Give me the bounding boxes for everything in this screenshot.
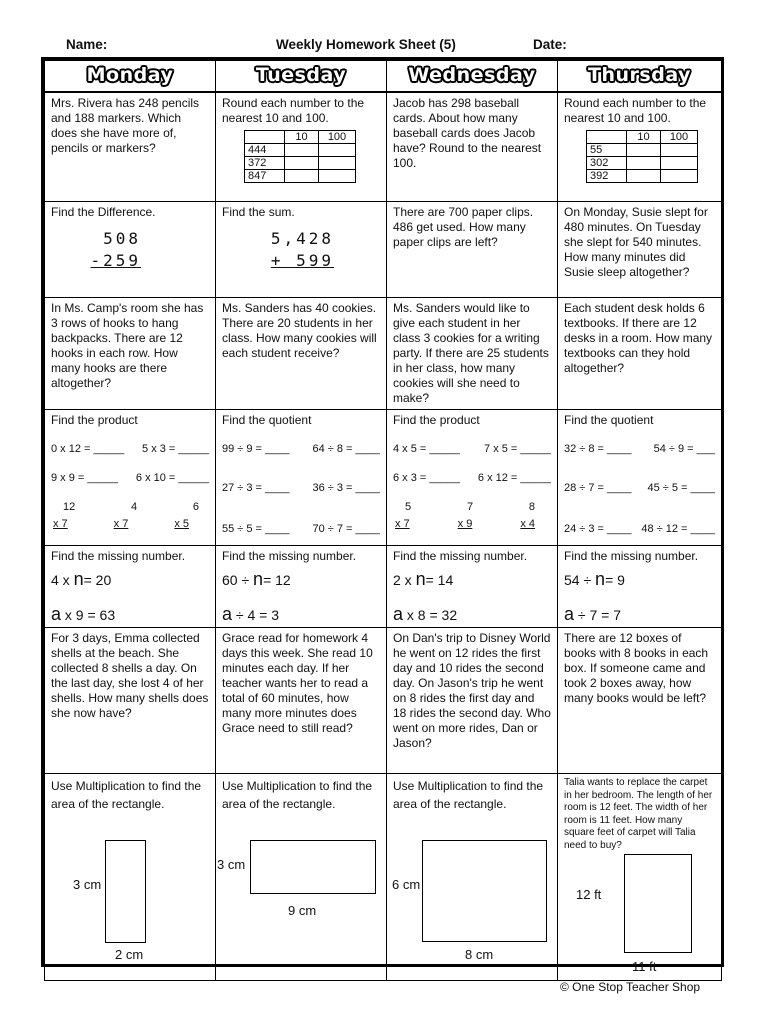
height-label: 3 cm xyxy=(73,877,102,892)
rounding-number: 55 xyxy=(587,143,627,156)
fact-problem: 0 x 12 = _____ xyxy=(51,443,125,455)
cell-mon-3 xyxy=(45,298,216,410)
table-row xyxy=(45,628,722,774)
vertical-top: 12 xyxy=(63,501,76,513)
equation-part: ÷ 4 = 3 xyxy=(232,607,280,623)
fact-problem: 7 x 5 = _____ xyxy=(484,443,551,455)
width-label: 2 cm xyxy=(115,947,144,962)
fact-problem: 9 x 9 = _____ xyxy=(51,472,118,484)
variable: a xyxy=(222,604,233,624)
problem-text: Jacob has 298 baseball cards. About how many baseball cards does Jacob have? Round to the nearest 100. xyxy=(393,95,542,170)
minuend: 508 xyxy=(103,229,141,248)
subtraction-problem xyxy=(51,228,141,272)
vertical-top: 5 xyxy=(405,501,412,513)
problem-text: Mrs. Rivera has 248 pencils and 188 markers. Which does she have more of, pencils or markers? xyxy=(51,95,200,155)
table-row xyxy=(45,546,722,628)
name-label: Name: xyxy=(66,37,108,52)
rounding-number: 372 xyxy=(245,156,285,169)
vertical-bottom: x 7 xyxy=(53,518,68,530)
cell-thu-5 xyxy=(558,546,722,628)
equation-part: ÷ 7 = 7 xyxy=(574,607,622,623)
problem-title: Find the quotient xyxy=(222,413,312,427)
addend-1: 5,428 xyxy=(270,229,334,248)
sheet-title: Weekly Homework Sheet (5) xyxy=(276,37,456,52)
rounding-header-10: 10 xyxy=(285,130,319,143)
cell-mon-5 xyxy=(45,546,216,628)
rounding-number: 444 xyxy=(245,143,285,156)
cell-wed-5 xyxy=(387,546,558,628)
table-row xyxy=(45,92,722,202)
day-header-tuesday: Tuesday xyxy=(216,61,387,92)
vertical-bottom: x 4 xyxy=(520,518,535,530)
cell-wed-3 xyxy=(387,298,558,410)
fact-problem: 55 ÷ 5 = ____ xyxy=(222,523,290,535)
problem-text: Ms. Sanders has 40 cookies. There are 20 students in her class. How many cookies will each student receive? xyxy=(222,301,377,360)
variable: n xyxy=(73,569,84,589)
height-label: 3 cm xyxy=(217,857,246,872)
problem-text: On Monday, Susie slept for 480 minutes. On Tuesday she slept for 540 minutes. How many minutes did Susie sleep altogether? xyxy=(564,205,708,279)
homework-sheet xyxy=(41,57,724,974)
height-label: 6 cm xyxy=(392,877,421,892)
rectangle-shape xyxy=(422,840,547,942)
cell-mon-7 xyxy=(45,774,216,981)
cell-tue-6 xyxy=(216,628,387,774)
fact-problem: 54 ÷ 9 = ___ xyxy=(653,443,715,455)
problem-text: Use Multiplication to find the area of the rectangle. xyxy=(51,779,202,811)
copyright-footer: © One Stop Teacher Shop xyxy=(560,980,701,994)
rectangle-shape xyxy=(105,840,146,943)
problem-title: Find the product xyxy=(51,413,138,427)
problem-text: Talia wants to replace the carpet in her bedroom. The length of her room is 12 feet. The width of her room is 11 feet. How many square feet of carpet will Talia need to buy? xyxy=(564,777,713,851)
cell-tue-4 xyxy=(216,410,387,546)
cell-mon-4 xyxy=(45,410,216,546)
rectangle-shape xyxy=(624,854,692,953)
fact-problem: 6 x 10 = _____ xyxy=(135,472,209,484)
equation-part: = 9 xyxy=(605,572,625,588)
cell-tue-5 xyxy=(216,546,387,628)
addend-2: + 599 xyxy=(270,251,334,270)
day-header-wednesday: Wednesday xyxy=(387,61,558,92)
vertical-bottom: x 9 xyxy=(457,518,473,530)
vertical-top: 8 xyxy=(528,501,535,513)
fact-problem: 99 ÷ 9 = ____ xyxy=(222,443,290,455)
cell-thu-7 xyxy=(558,774,722,981)
fact-problem: 28 ÷ 7 = ____ xyxy=(564,482,632,494)
cell-tue-1 xyxy=(216,92,387,202)
problem-text: There are 12 boxes of books with 8 books in each box. If someone came and took 2 boxes away, how many books would be left? xyxy=(564,631,709,705)
cell-wed-4 xyxy=(387,410,558,546)
vertical-top: 7 xyxy=(466,501,474,513)
equation-part: = 14 xyxy=(425,572,454,588)
day-header-monday: Monday xyxy=(45,61,216,92)
rounding-number: 392 xyxy=(587,169,627,182)
equation-part: = 20 xyxy=(83,572,112,588)
vertical-bottom: x 7 xyxy=(113,518,129,530)
cell-tue-3 xyxy=(216,298,387,410)
cell-thu-2 xyxy=(558,202,722,298)
width-label: 9 cm xyxy=(288,903,317,918)
vertical-top: 6 xyxy=(192,501,199,513)
equation-part: 2 x xyxy=(393,572,416,588)
day-header-thursday: Thursday xyxy=(558,61,722,92)
equation-part: = 12 xyxy=(263,572,291,588)
problem-text: Use Multiplication to find the area of the rectangle. xyxy=(393,779,544,811)
rounding-number: 847 xyxy=(245,169,285,182)
height-label: 12 ft xyxy=(576,887,602,902)
equation-part: 54 ÷ xyxy=(564,572,596,588)
cell-mon-1 xyxy=(45,92,216,202)
problem-title: Find the product xyxy=(393,413,480,427)
cell-mon-6 xyxy=(45,628,216,774)
cell-thu-6 xyxy=(558,628,722,774)
cell-tue-7 xyxy=(216,774,387,981)
problem-text: There are 700 paper clips. 486 get used. How many paper clips are left? xyxy=(393,205,534,249)
cell-thu-3 xyxy=(558,298,722,410)
problem-text: For 3 days, Emma collected shells at the beach. She collected 8 shells a day. On the last day, she lost 4 of her shells. How many shells does she now have? xyxy=(51,631,209,720)
fact-problem: 6 x 3 = _____ xyxy=(393,472,460,484)
problem-text: Find the Difference. xyxy=(51,205,156,219)
vertical-top: 4 xyxy=(131,501,138,513)
fact-problem: 64 ÷ 8 = ____ xyxy=(312,443,380,455)
variable: a xyxy=(393,604,404,624)
problem-text: Use Multiplication to find the area of the rectangle. xyxy=(222,779,373,811)
equation-part: x 8 = 32 xyxy=(403,607,458,623)
problem-text: Round each number to the nearest 10 and 100. xyxy=(564,95,707,125)
cell-wed-6 xyxy=(387,628,558,774)
problem-title: Find the quotient xyxy=(564,413,654,427)
equation-part: 4 x xyxy=(51,572,74,588)
fact-problem: 6 x 12 = _____ xyxy=(477,472,551,484)
fact-problem: 70 ÷ 7 = ____ xyxy=(312,523,380,535)
problem-title: Find the missing number. xyxy=(51,549,186,563)
width-label: 11 ft xyxy=(632,959,657,974)
problem-title: Find the missing number. xyxy=(222,549,357,563)
rounding-header-10: 10 xyxy=(627,130,661,143)
table-row xyxy=(45,298,722,410)
equation-part: 60 ÷ xyxy=(222,572,254,588)
cell-thu-4 xyxy=(558,410,722,546)
variable: a xyxy=(564,604,575,624)
problem-text: Ms. Sanders would like to give each student in her class 3 cookies for a writing party. If there are 25 students in her class, how many cookies will she need to make? xyxy=(393,301,549,405)
problem-text: On Dan's trip to Disney World he went on 12 rides the first day and 10 rides the second day. On Jason's trip he went on 8 rides the first day and 18 rides the second day. Who went on more rides, Dan or Jason? xyxy=(393,631,551,750)
variable: a xyxy=(51,604,62,624)
fact-problem: 27 ÷ 3 = ____ xyxy=(222,482,290,494)
variable: n xyxy=(415,569,426,589)
problem-text: Grace read for homework 4 days this week. She read 10 minutes each day. If her teacher wants her to read a total of 60 minutes, how many more minutes does Grace need to still read? xyxy=(222,631,373,735)
fact-problem: 36 ÷ 3 = ____ xyxy=(312,482,380,494)
problem-text: Each student desk holds 6 textbooks. If there are 12 desks in a room. How many textbooks can they hold altogether? xyxy=(564,301,713,375)
rectangle-shape xyxy=(250,840,376,894)
cell-mon-2 xyxy=(45,202,216,298)
problem-title: Find the missing number. xyxy=(393,549,528,563)
rounding-table xyxy=(586,130,698,183)
fact-problem: 48 ÷ 12 = ____ xyxy=(641,523,715,535)
rounding-number: 302 xyxy=(587,156,627,169)
cell-tue-2 xyxy=(216,202,387,298)
table-row xyxy=(45,774,722,981)
variable: n xyxy=(253,569,264,589)
fact-problem: 45 ÷ 5 = ____ xyxy=(647,482,715,494)
rounding-table xyxy=(244,130,356,183)
date-label: Date: xyxy=(533,37,567,52)
fact-problem: 24 ÷ 3 = ____ xyxy=(564,523,632,535)
cell-wed-2 xyxy=(387,202,558,298)
cell-thu-1 xyxy=(558,92,722,202)
addition-problem xyxy=(222,228,334,272)
subtrahend: -259 xyxy=(90,251,141,270)
rounding-header-100: 100 xyxy=(319,130,356,143)
problem-text: In Ms. Camp's room she has 3 rows of hooks to hang backpacks. There are 12 hooks in each row. How many hooks are there altogether? xyxy=(51,301,204,390)
vertical-bottom: x 7 xyxy=(395,518,410,530)
cell-wed-7 xyxy=(387,774,558,981)
width-label: 8 cm xyxy=(465,947,494,962)
problem-text: Round each number to the nearest 10 and 100. xyxy=(222,95,365,125)
table-row xyxy=(45,410,722,546)
equation-part: x 9 = 63 xyxy=(61,607,116,623)
fact-problem: 4 x 5 = _____ xyxy=(393,443,460,455)
problem-text: Find the sum. xyxy=(222,205,295,219)
fact-problem: 32 ÷ 8 = ____ xyxy=(564,443,632,455)
variable: n xyxy=(595,569,606,589)
problem-title: Find the missing number. xyxy=(564,549,699,563)
fact-problem: 5 x 3 = _____ xyxy=(142,443,209,455)
table-row xyxy=(45,202,722,298)
cell-wed-1 xyxy=(387,92,558,202)
vertical-bottom: x 5 xyxy=(174,518,189,530)
homework-grid xyxy=(44,60,722,981)
rounding-header-100: 100 xyxy=(661,130,698,143)
